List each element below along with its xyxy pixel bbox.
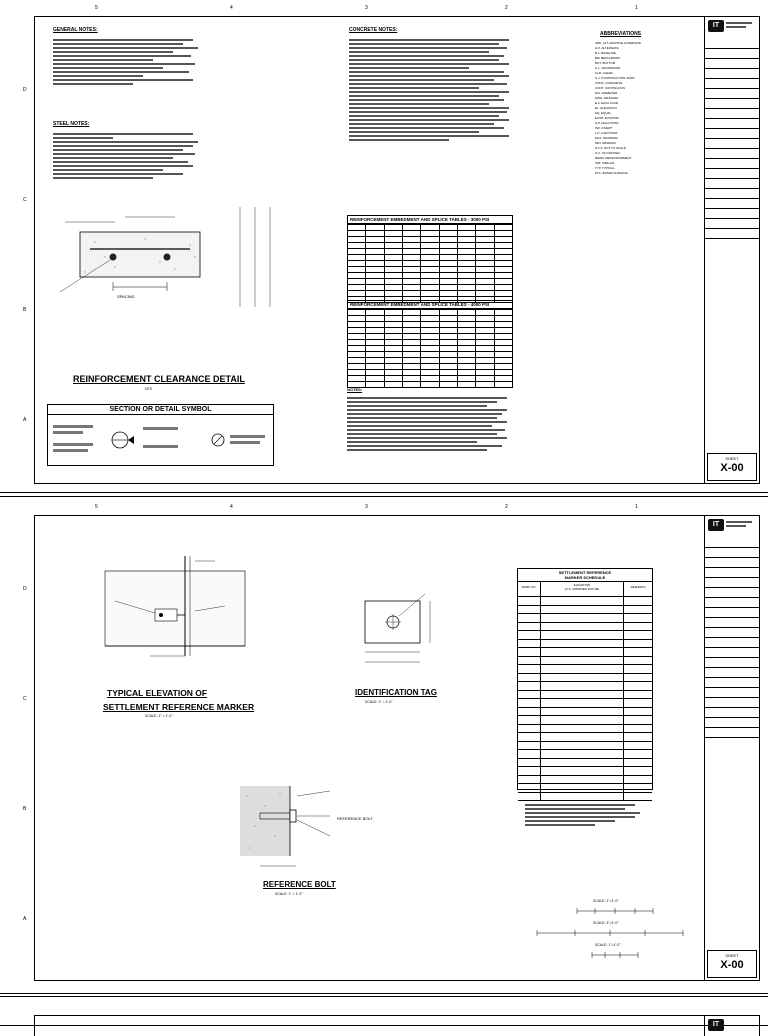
schedule-cell bbox=[624, 614, 652, 622]
abbreviation-item: TYP. TYPICAL bbox=[595, 166, 615, 170]
grid-tick: 5 bbox=[95, 504, 98, 510]
table-row bbox=[348, 382, 513, 388]
schedule-cell bbox=[624, 767, 652, 775]
schedule-cell bbox=[624, 716, 652, 724]
schedule-cell bbox=[541, 691, 624, 699]
grid-tick: D bbox=[23, 586, 27, 592]
schedule-cell bbox=[541, 750, 624, 758]
schedule-cell bbox=[518, 742, 541, 750]
schedule-row bbox=[518, 708, 652, 717]
scale-bar bbox=[535, 928, 685, 938]
schedule-cell bbox=[518, 648, 541, 656]
schedule-cell bbox=[518, 716, 541, 724]
abbreviation-item: MAX. MAXIMUM bbox=[595, 136, 618, 140]
reference-bolt-title: REFERENCE BOLT bbox=[263, 880, 336, 889]
grid-tick: 2 bbox=[505, 504, 508, 510]
grid-tick: B bbox=[23, 806, 27, 812]
abbreviation-item: EL. ELEVATION bbox=[595, 106, 617, 110]
title-block bbox=[704, 17, 759, 483]
schedule-cell bbox=[541, 648, 624, 656]
abbreviation-item: E.F. EACH FACE bbox=[595, 101, 619, 105]
abbreviation-item: C.L. CENTERLINE bbox=[595, 66, 621, 70]
firm-name bbox=[726, 519, 756, 529]
sheet-label: SHEET bbox=[725, 456, 739, 461]
table-cell bbox=[494, 382, 512, 388]
schedule-cell bbox=[541, 623, 624, 631]
abbreviations-list bbox=[595, 41, 641, 176]
schedule-cell bbox=[541, 682, 624, 690]
section-symbol-drawing bbox=[48, 415, 273, 460]
table-cell bbox=[384, 382, 402, 388]
schedule-cell bbox=[624, 606, 652, 614]
col-mark: MARK NO. bbox=[518, 582, 541, 596]
schedule-title-line1: SETTLEMENT REFERENCE bbox=[558, 570, 612, 575]
schedule-cell bbox=[624, 682, 652, 690]
schedule-cell bbox=[541, 665, 624, 673]
sheet-number-box bbox=[707, 453, 757, 481]
sheet-number: X-00 bbox=[720, 959, 744, 971]
table-cell bbox=[439, 382, 457, 388]
schedule-cell bbox=[518, 708, 541, 716]
sheet-frame bbox=[23, 504, 760, 981]
general-notes-text bbox=[53, 37, 203, 87]
schedule-cell bbox=[541, 793, 624, 801]
abbreviation-item: B.L. BASELINE bbox=[595, 51, 616, 55]
settlement-marker-elevation bbox=[95, 551, 265, 666]
title-block bbox=[704, 516, 759, 980]
schedule-row bbox=[518, 793, 652, 802]
schedule-cell bbox=[541, 759, 624, 767]
schedule-row bbox=[518, 699, 652, 708]
sheet-number-box bbox=[707, 950, 757, 978]
abbreviation-item: H.P. HIGH POINT bbox=[595, 121, 619, 125]
table-cell bbox=[366, 382, 384, 388]
schedule-cell bbox=[541, 725, 624, 733]
abbreviation-item: C.J. CONSTRUCTION JOINT bbox=[595, 76, 635, 80]
general-notes-heading: GENERAL NOTES: bbox=[53, 27, 98, 33]
col-remarks: REMARKS bbox=[630, 585, 646, 589]
abbreviation-item: BOT. BOTTOM bbox=[595, 61, 616, 65]
schedule-row bbox=[518, 614, 652, 623]
schedule-cell bbox=[518, 767, 541, 775]
col-elevation bbox=[541, 582, 624, 596]
schedule-cell bbox=[518, 606, 541, 614]
abbreviation-item: REINF. REINFORCEMENT bbox=[595, 156, 632, 160]
schedule-row bbox=[518, 631, 652, 640]
schedule-cell bbox=[518, 784, 541, 792]
schedule-cell bbox=[541, 699, 624, 707]
grid-tick: 2 bbox=[505, 5, 508, 11]
schedule-title bbox=[518, 569, 652, 582]
abbreviation-item: CONC. CONCRETE bbox=[595, 81, 623, 85]
schedule-cell bbox=[541, 716, 624, 724]
grid-tick: C bbox=[23, 197, 27, 203]
schedule-cell bbox=[518, 631, 541, 639]
schedule-notes bbox=[525, 802, 645, 828]
schedule-header bbox=[518, 582, 652, 597]
schedule-title-line2: MARKER SCHEDULE bbox=[564, 575, 606, 580]
schedule-cell bbox=[541, 640, 624, 648]
schedule-row bbox=[518, 750, 652, 759]
grid-tick: 3 bbox=[365, 504, 368, 510]
schedule-cell bbox=[518, 793, 541, 801]
scale-bar bbox=[590, 950, 640, 960]
schedule-cell bbox=[541, 597, 624, 605]
grid-tick: 4 bbox=[230, 504, 233, 510]
revision-rows bbox=[705, 538, 759, 718]
schedule-row bbox=[518, 767, 652, 776]
table1-title: REINFORCEMENT EMBEDMENT AND SPLICE TABLES - 3000 PSI bbox=[347, 215, 513, 224]
section-symbol-legend bbox=[47, 404, 274, 466]
schedule-cell bbox=[518, 733, 541, 741]
schedule-row bbox=[518, 648, 652, 657]
grid-tick: 5 bbox=[95, 5, 98, 11]
reference-bolt-scale: SCALE: 1" = 1'-0" bbox=[275, 892, 303, 896]
abbreviation-item: N.T.S. NOT TO SCALE bbox=[595, 146, 626, 150]
abbreviation-item: CONT. CONTINUOUS bbox=[595, 86, 625, 90]
abbreviation-item: EXIST. EXISTING bbox=[595, 116, 620, 120]
grid-tick: A bbox=[23, 916, 27, 922]
scale-bar bbox=[575, 906, 655, 916]
schedule-cell bbox=[518, 699, 541, 707]
schedule-cell bbox=[541, 631, 624, 639]
schedule-row bbox=[518, 674, 652, 683]
grid-tick: 4 bbox=[230, 5, 233, 11]
table-cell bbox=[457, 382, 475, 388]
clearance-detail-title: REINFORCEMENT CLEARANCE DETAIL bbox=[73, 374, 245, 384]
firm-logo: IT bbox=[708, 20, 724, 32]
title-block bbox=[704, 1016, 759, 1036]
drawing-sheet-3 bbox=[0, 996, 768, 1026]
scale-bar-label: SCALE: 1"=1'-0" bbox=[595, 943, 621, 947]
table2 bbox=[347, 309, 513, 388]
schedule-rows bbox=[518, 597, 652, 801]
elevation-scale: SCALE: 1" = 1'-0" bbox=[145, 714, 173, 718]
schedule-cell bbox=[541, 657, 624, 665]
abbreviation-item: DWG. DRAWING bbox=[595, 96, 619, 100]
drawing-sheet-1 bbox=[0, 0, 768, 493]
schedule-row bbox=[518, 623, 652, 632]
schedule-row bbox=[518, 776, 652, 785]
schedule-cell bbox=[624, 708, 652, 716]
schedule-cell bbox=[624, 623, 652, 631]
sheet-frame bbox=[34, 1015, 760, 1036]
schedule-cell bbox=[624, 691, 652, 699]
col-elevation-label: ELEVATION bbox=[573, 583, 591, 587]
scale-bar-label: SCALE: 3"=1'-0" bbox=[593, 921, 619, 925]
sheet-frame bbox=[23, 5, 760, 484]
schedule-cell bbox=[541, 614, 624, 622]
elevation-title-line2: SETTLEMENT REFERENCE MARKER bbox=[103, 702, 255, 712]
schedule-cell bbox=[518, 665, 541, 673]
drawing-sheet-2 bbox=[0, 496, 768, 994]
reference-bolt-annotation: REFERENCE BOLT bbox=[337, 816, 373, 821]
abbreviation-item: CLR. CLEAR bbox=[595, 71, 613, 75]
steel-notes-heading: STEEL NOTES: bbox=[53, 121, 90, 127]
grid-tick: A bbox=[23, 417, 27, 423]
schedule-cell bbox=[518, 725, 541, 733]
notes-heading: NOTES: bbox=[347, 387, 363, 392]
schedule-row bbox=[518, 733, 652, 742]
identification-tag-title: IDENTIFICATION TAG bbox=[355, 688, 437, 697]
grid-tick: C bbox=[23, 696, 27, 702]
schedule-row bbox=[518, 784, 652, 793]
schedule-cell bbox=[518, 623, 541, 631]
grid-tick: 1 bbox=[635, 504, 638, 510]
schedule-cell bbox=[624, 742, 652, 750]
steel-notes-text bbox=[53, 131, 203, 181]
schedule-cell bbox=[624, 631, 652, 639]
schedule-cell bbox=[541, 733, 624, 741]
schedule-cell bbox=[541, 606, 624, 614]
schedule-row bbox=[518, 606, 652, 615]
abbreviations-heading: ABBREVIATIONS bbox=[600, 31, 642, 37]
firm-name bbox=[726, 20, 756, 30]
schedule-row bbox=[518, 682, 652, 691]
schedule-cell bbox=[518, 682, 541, 690]
table-cell bbox=[402, 382, 420, 388]
schedule-cell bbox=[624, 776, 652, 784]
col-elevation-sub: (U.S. MODIFIED DATUM) bbox=[564, 587, 600, 591]
clearance-detail-scale: NTS bbox=[145, 387, 152, 391]
schedule-row bbox=[518, 640, 652, 649]
section-symbol-title: SECTION OR DETAIL SYMBOL bbox=[48, 405, 273, 415]
table1 bbox=[347, 224, 513, 303]
sheet-label: SHEET bbox=[725, 953, 739, 958]
abbreviation-item: ALT. ALTERNATE bbox=[595, 46, 619, 50]
reference-bolt-drawing bbox=[235, 776, 355, 876]
table-cell bbox=[421, 382, 439, 388]
grid-tick: B bbox=[23, 307, 27, 313]
settlement-schedule bbox=[517, 568, 653, 790]
schedule-cell bbox=[518, 657, 541, 665]
schedule-cell bbox=[624, 648, 652, 656]
schedule-cell bbox=[541, 742, 624, 750]
schedule-cell bbox=[541, 784, 624, 792]
schedule-cell bbox=[624, 640, 652, 648]
schedule-cell bbox=[518, 640, 541, 648]
schedule-cell bbox=[624, 725, 652, 733]
abbreviation-item: MIN. MINIMUM bbox=[595, 141, 616, 145]
scale-bar-label: SCALE: 1"=1'-0" bbox=[593, 899, 619, 903]
schedule-row bbox=[518, 657, 652, 666]
abbreviation-item: ADD. ALT. ADDITIVE ALTERNATE bbox=[595, 41, 642, 45]
schedule-cell bbox=[518, 691, 541, 699]
abbreviation-item: L.P. LOW POINT bbox=[595, 131, 618, 135]
identification-tag-drawing bbox=[335, 586, 445, 676]
abbreviation-item: BM. BENCHMARK bbox=[595, 56, 621, 60]
abbreviation-item: W.S. WATER SURFACE bbox=[595, 171, 628, 175]
table-notes-text bbox=[347, 395, 512, 453]
abbreviation-item: SIM. SIMILAR bbox=[595, 161, 615, 165]
elevation-title-line1: TYPICAL ELEVATION OF bbox=[107, 688, 208, 698]
schedule-row bbox=[518, 716, 652, 725]
abbreviation-item: INV. INVERT bbox=[595, 126, 613, 130]
abbreviation-item: O.C. ON CENTER bbox=[595, 151, 620, 155]
schedule-row bbox=[518, 665, 652, 674]
schedule-cell bbox=[624, 793, 652, 801]
concrete-notes-heading: CONCRETE NOTES: bbox=[349, 27, 398, 33]
grid-tick: D bbox=[23, 87, 27, 93]
table-cell bbox=[476, 382, 494, 388]
schedule-cell bbox=[518, 776, 541, 784]
firm-logo: IT bbox=[708, 1019, 724, 1031]
spacing-label: SPACING bbox=[117, 294, 135, 299]
schedule-cell bbox=[624, 597, 652, 605]
schedule-cell bbox=[518, 614, 541, 622]
schedule-cell bbox=[624, 657, 652, 665]
identification-tag-scale: SCALE: 1" = 1'-0" bbox=[365, 700, 393, 704]
grid-tick: 1 bbox=[635, 5, 638, 11]
schedule-cell bbox=[624, 784, 652, 792]
schedule-row bbox=[518, 742, 652, 751]
schedule-row bbox=[518, 725, 652, 734]
schedule-cell bbox=[624, 759, 652, 767]
schedule-cell bbox=[541, 767, 624, 775]
schedule-cell bbox=[624, 750, 652, 758]
schedule-cell bbox=[518, 750, 541, 758]
schedule-cell bbox=[518, 597, 541, 605]
schedule-cell bbox=[518, 674, 541, 682]
abbreviation-item: DIA. DIAMETER bbox=[595, 91, 618, 95]
firm-logo: IT bbox=[708, 519, 724, 531]
grid-tick: 3 bbox=[365, 5, 368, 11]
schedule-cell bbox=[541, 674, 624, 682]
schedule-row bbox=[518, 597, 652, 606]
schedule-cell bbox=[624, 733, 652, 741]
table2-title: REINFORCEMENT EMBEDMENT AND SPLICE TABLES - 4000 PSI bbox=[347, 300, 513, 309]
schedule-cell bbox=[518, 759, 541, 767]
revision-rows bbox=[705, 39, 759, 219]
schedule-cell bbox=[624, 674, 652, 682]
schedule-cell bbox=[541, 708, 624, 716]
concrete-notes-text bbox=[349, 37, 509, 143]
schedule-row bbox=[518, 759, 652, 768]
schedule-row bbox=[518, 691, 652, 700]
abbreviation-item: EQ. EQUAL bbox=[595, 111, 612, 115]
sheet-number: X-00 bbox=[720, 462, 744, 474]
schedule-cell bbox=[624, 665, 652, 673]
schedule-cell bbox=[541, 776, 624, 784]
clearance-detail-drawing bbox=[55, 187, 285, 347]
schedule-cell bbox=[624, 699, 652, 707]
